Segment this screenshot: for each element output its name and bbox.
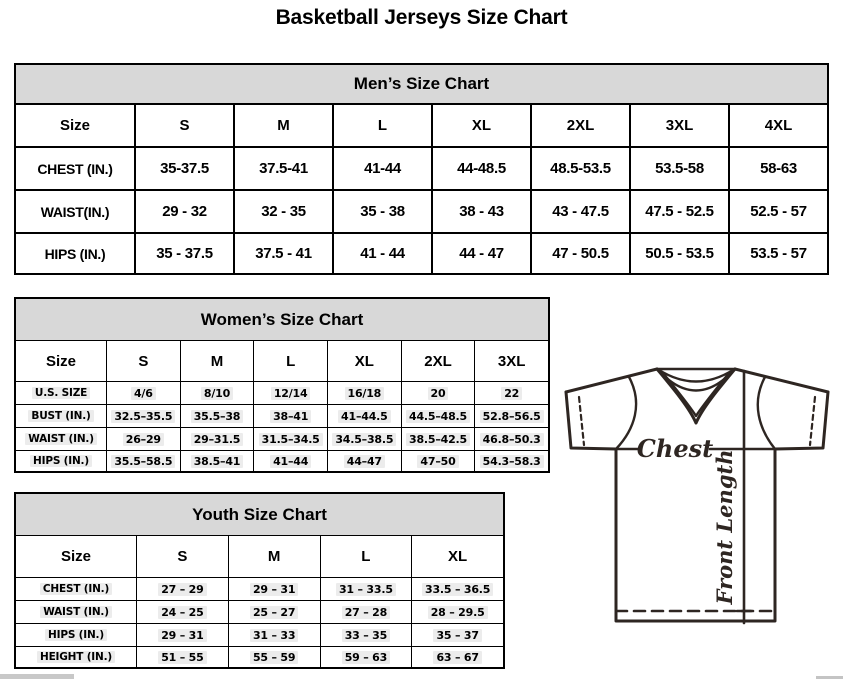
- women-table-cell-text: 26–29: [123, 433, 164, 446]
- women-table-cell-text: 31.5–34.5: [259, 433, 323, 446]
- women-table-cell-text: 44–47: [344, 455, 385, 468]
- women-table-cell: [253, 450, 327, 471]
- men-column-header-4xl: 4XL: [728, 103, 827, 146]
- youth-table-cell-text: 31 – 33.5: [336, 583, 396, 596]
- youth-table-cell: [136, 577, 228, 600]
- women-table-cell-text: 4/6: [131, 387, 156, 400]
- men-column-header-xl: XL: [431, 103, 530, 146]
- women-table-cell: [474, 450, 548, 471]
- women-row-label-text: BUST (IN.): [28, 410, 93, 422]
- women-table-cell: [253, 381, 327, 404]
- women-table-cell: [474, 381, 548, 404]
- jersey-measurement-diagram: [558, 361, 838, 629]
- men-table-cell: 35-37.5: [134, 146, 233, 189]
- women-table-cell: [327, 450, 401, 471]
- jersey-right-cuff-dashed-line: [810, 397, 815, 445]
- women-column-header-l: L: [253, 340, 327, 381]
- jersey-left-cuff-dashed-line: [579, 397, 584, 445]
- women-table-cell: [106, 404, 180, 427]
- women-table-cell: [253, 404, 327, 427]
- women-table-cell-text: 41–44.5: [338, 410, 391, 423]
- youth-row-label: [16, 577, 136, 600]
- men-column-header-m: M: [233, 103, 332, 146]
- women-table-cell: [327, 427, 401, 450]
- men-table-cell: 44-48.5: [431, 146, 530, 189]
- women-table-cell: [401, 427, 475, 450]
- youth-table-cell-text: 63 – 67: [433, 651, 481, 664]
- women-table-cell-text: 38.5–42.5: [406, 433, 470, 446]
- jersey-right-shoulder: [735, 369, 828, 392]
- women-table-cell: [253, 427, 327, 450]
- youth-table-cell: [228, 577, 320, 600]
- men-row-label: HIPS (IN.): [16, 232, 134, 273]
- men-table-cell: 47.5 - 52.5: [629, 189, 728, 232]
- youth-table-cell-text: 25 – 27: [250, 606, 298, 619]
- women-row-label-text: WAIST (IN.): [25, 433, 97, 445]
- women-table-cell: [106, 427, 180, 450]
- page-title: Basketball Jerseys Size Chart: [275, 6, 568, 29]
- women-table-cell-text: 22: [501, 387, 522, 400]
- men-table-cell: 53.5-58: [629, 146, 728, 189]
- men-row-label: CHEST (IN.): [16, 146, 134, 189]
- youth-table-cell: [320, 646, 412, 667]
- youth-table-cell: [228, 623, 320, 646]
- women-table-cell: [401, 404, 475, 427]
- women-column-header-xl: XL: [327, 340, 401, 381]
- youth-table-cell: [411, 577, 503, 600]
- youth-table-cell-text: 29 – 31: [250, 583, 298, 596]
- women-table-cell: [474, 404, 548, 427]
- front-length-label: Front Length: [712, 449, 737, 605]
- women-table-cell: [401, 450, 475, 471]
- youth-table-cell-text: 31 – 33: [250, 629, 298, 642]
- youth-column-header-xl: XL: [411, 535, 503, 577]
- youth-row-label: [16, 646, 136, 667]
- men-table-title: Men’s Size Chart: [16, 65, 827, 103]
- youth-column-header-l: L: [320, 535, 412, 577]
- jersey-right-sleeve: [775, 392, 828, 449]
- youth-row-label: [16, 600, 136, 623]
- youth-table-cell-text: 24 – 25: [158, 606, 206, 619]
- men-table-cell: 32 - 35: [233, 189, 332, 232]
- women-table-cell: [106, 450, 180, 471]
- women-table-cell: [474, 427, 548, 450]
- horizontal-scrollbar-fragment-left[interactable]: [0, 674, 74, 679]
- youth-row-label-text: HIPS (IN.): [45, 629, 107, 641]
- jersey-vneck-inner: [663, 373, 729, 416]
- men-table-cell: 50.5 - 53.5: [629, 232, 728, 273]
- men-table-cell: 29 - 32: [134, 189, 233, 232]
- men-table-cell: 37.5 - 41: [233, 232, 332, 273]
- women-row-label: [16, 404, 106, 427]
- women-table-cell: [401, 381, 475, 404]
- youth-table-cell-text: 33 – 35: [342, 629, 390, 642]
- youth-column-header-m: M: [228, 535, 320, 577]
- jersey-left-armhole-seam: [616, 377, 636, 449]
- youth-table-cell: [136, 646, 228, 667]
- women-table-cell: [180, 427, 254, 450]
- men-column-header-2xl: 2XL: [530, 103, 629, 146]
- youth-table-cell-text: 27 – 29: [158, 583, 206, 596]
- women-table-cell-text: 35.5–38: [191, 410, 244, 423]
- women-table-cell-text: 41–44: [270, 455, 311, 468]
- women-table-cell-text: 35.5–58.5: [111, 455, 175, 468]
- women-row-label-text: U.S. SIZE: [32, 387, 90, 399]
- women-row-label: [16, 381, 106, 404]
- women-table-cell-text: 32.5–35.5: [111, 410, 175, 423]
- youth-row-label-text: WAIST (IN.): [40, 606, 112, 618]
- women-table-cell-text: 38.5–41: [191, 455, 244, 468]
- women-table-cell: [327, 404, 401, 427]
- men-table-cell: 38 - 43: [431, 189, 530, 232]
- men-column-header-3xl: 3XL: [629, 103, 728, 146]
- women-table-cell-text: 16/18: [345, 387, 385, 400]
- youth-table-cell: [136, 623, 228, 646]
- youth-table-cell: [136, 600, 228, 623]
- women-table-cell: [106, 381, 180, 404]
- youth-table-cell-text: 55 – 59: [250, 651, 298, 664]
- men-row-label: WAIST(IN.): [16, 189, 134, 232]
- men-column-header-size: Size: [16, 103, 134, 146]
- women-table-cell: [180, 450, 254, 471]
- men-column-header-l: L: [332, 103, 431, 146]
- youth-table-cell: [228, 646, 320, 667]
- women-row-label: [16, 427, 106, 450]
- men-table-cell: 35 - 37.5: [134, 232, 233, 273]
- men-table-cell: 52.5 - 57: [728, 189, 827, 232]
- jersey-left-sleeve: [566, 392, 616, 449]
- men-column-header-s: S: [134, 103, 233, 146]
- mens-size-table: [14, 63, 829, 275]
- women-column-header-size: Size: [16, 340, 106, 381]
- youth-size-table: [14, 492, 505, 669]
- women-table-cell-text: 38–41: [270, 410, 311, 423]
- chest-label: Chest: [636, 434, 714, 463]
- youth-column-header-size: Size: [16, 535, 136, 577]
- women-table-cell: [327, 381, 401, 404]
- youth-table-cell: [228, 600, 320, 623]
- youth-column-header-s: S: [136, 535, 228, 577]
- men-table-cell: 44 - 47: [431, 232, 530, 273]
- youth-table-cell: [320, 600, 412, 623]
- men-table-cell: 48.5-53.5: [530, 146, 629, 189]
- jersey-body: [616, 449, 775, 621]
- women-table-cell: [180, 381, 254, 404]
- youth-table-cell: [320, 577, 412, 600]
- youth-table-cell-text: 51 – 55: [158, 651, 206, 664]
- youth-table-cell: [411, 646, 503, 667]
- youth-table-cell: [411, 600, 503, 623]
- men-table-cell: 43 - 47.5: [530, 189, 629, 232]
- women-column-header-3xl: 3XL: [474, 340, 548, 381]
- youth-table-cell: [320, 623, 412, 646]
- women-table-cell: [180, 404, 254, 427]
- men-table-cell: 53.5 - 57: [728, 232, 827, 273]
- men-table-cell: 37.5-41: [233, 146, 332, 189]
- women-table-cell-text: 46.8–50.3: [480, 433, 544, 446]
- youth-row-label-text: CHEST (IN.): [40, 583, 112, 595]
- women-table-cell-text: 12/14: [271, 387, 311, 400]
- men-table-cell: 58-63: [728, 146, 827, 189]
- women-table-cell-text: 47–50: [417, 455, 458, 468]
- women-table-title: Women’s Size Chart: [16, 299, 548, 340]
- women-table-cell-text: 8/10: [201, 387, 233, 400]
- youth-table-cell-text: 29 – 31: [158, 629, 206, 642]
- youth-table-cell-text: 28 – 29.5: [428, 606, 488, 619]
- women-table-cell-text: 29–31.5: [191, 433, 244, 446]
- men-table-cell: 47 - 50.5: [530, 232, 629, 273]
- women-column-header-m: M: [180, 340, 254, 381]
- women-row-label-text: HIPS (IN.): [30, 455, 92, 467]
- women-table-cell-text: 20: [428, 387, 449, 400]
- jersey-right-armhole-seam: [758, 377, 775, 449]
- youth-table-cell-text: 27 – 28: [342, 606, 390, 619]
- women-table-cell-text: 44.5–48.5: [406, 410, 470, 423]
- youth-table-title: Youth Size Chart: [16, 494, 503, 535]
- youth-table-cell-text: 35 – 37: [433, 629, 481, 642]
- youth-table-cell-text: 33.5 – 36.5: [422, 583, 493, 596]
- women-table-cell-text: 34.5–38.5: [332, 433, 396, 446]
- women-table-cell-text: 52.8–56.5: [480, 410, 544, 423]
- men-table-cell: 41-44: [332, 146, 431, 189]
- men-table-cell: 35 - 38: [332, 189, 431, 232]
- womens-size-table: [14, 297, 550, 473]
- men-table-cell: 41 - 44: [332, 232, 431, 273]
- youth-row-label-text: HEIGHT (IN.): [37, 651, 115, 663]
- women-column-header-2xl: 2XL: [401, 340, 475, 381]
- youth-table-cell: [411, 623, 503, 646]
- women-table-cell-text: 54.3–58.3: [480, 455, 544, 468]
- women-row-label: [16, 450, 106, 471]
- youth-row-label: [16, 623, 136, 646]
- women-column-header-s: S: [106, 340, 180, 381]
- jersey-left-shoulder: [566, 369, 657, 392]
- youth-table-cell-text: 59 – 63: [342, 651, 390, 664]
